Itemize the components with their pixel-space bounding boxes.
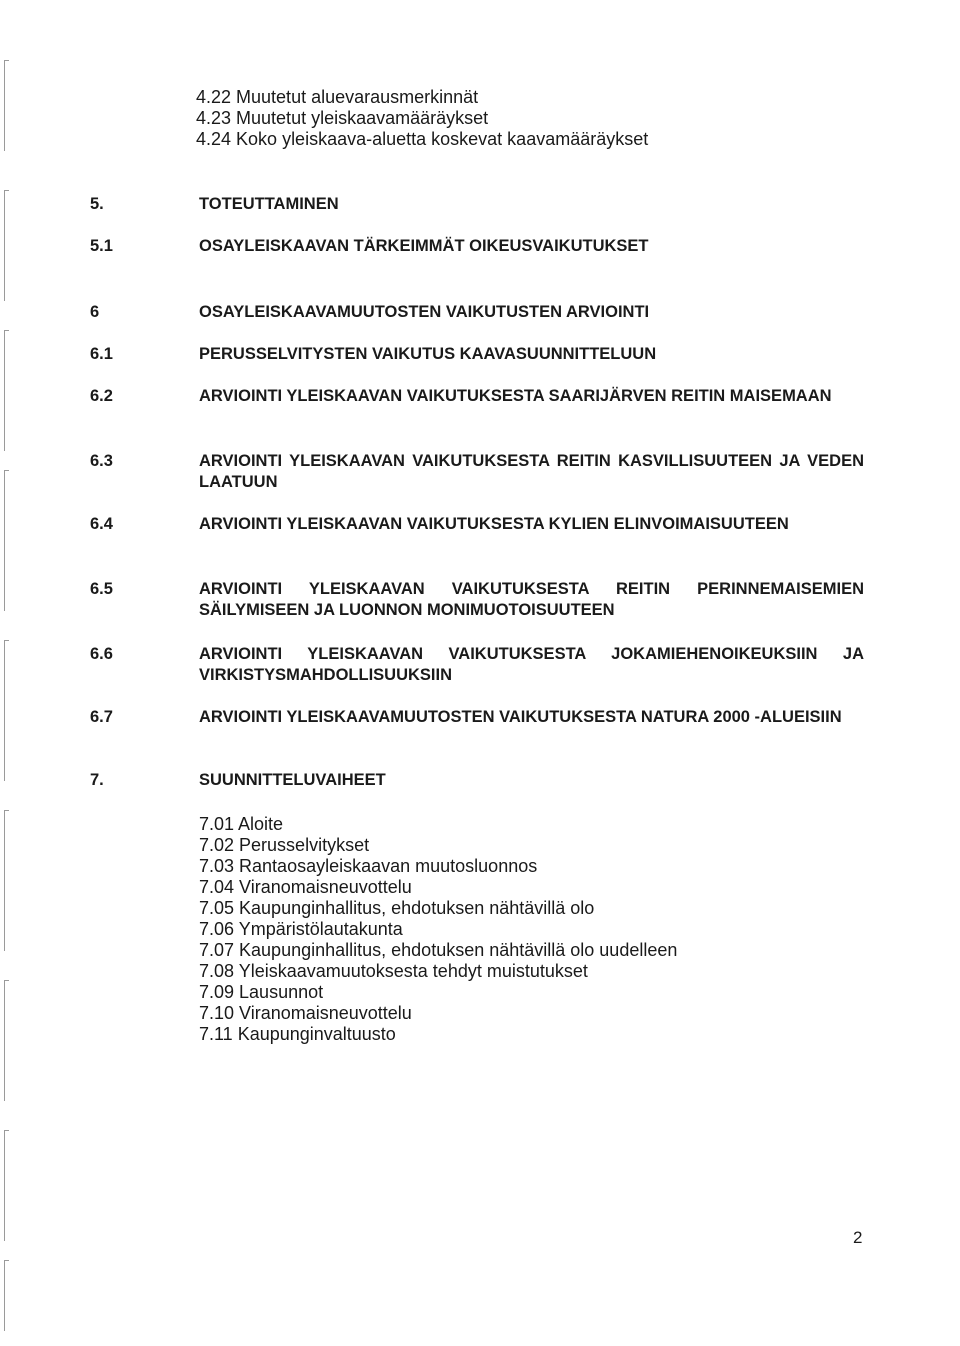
toc-heading-number: 6.7 (90, 708, 113, 726)
toc-heading-title: ARVIOINTI YLEISKAAVAN VAIKUTUKSESTA REITIN KASVILLISUUTEEN JA VEDEN LAATUUN (199, 452, 864, 491)
toc-heading-title: ARVIOINTI YLEISKAAVAN VAIKUTUKSESTA JOKAMIEHENOIKEUKSIIN JA VIRKISTYSMAHDOLLISUUKSIIN (199, 645, 864, 684)
scan-edge-mark (4, 1130, 9, 1241)
scan-edge-mark (4, 640, 9, 781)
toc-subitem: 7.06 Ympäristölautakunta (199, 919, 403, 939)
scan-edge-mark (4, 330, 9, 451)
scan-edge-mark (4, 60, 9, 151)
toc-heading-title: PERUSSELVITYSTEN VAIKUTUS KAAVASUUNNITTELUUN (199, 345, 657, 363)
toc-subitem: 7.08 Yleiskaavamuutoksesta tehdyt muistutukset (199, 961, 588, 981)
toc-heading-title: OSAYLEISKAAVAN TÄRKEIMMÄT OIKEUSVAIKUTUKSET (199, 237, 649, 255)
scan-edge-mark (4, 470, 9, 611)
toc-heading-title: ARVIOINTI YLEISKAAVAMUUTOSTEN VAIKUTUKSESTA NATURA 2000 -ALUEISIIN (199, 708, 842, 726)
toc-subitem: 7.09 Lausunnot (199, 982, 324, 1002)
toc-subitem: 4.22 Muutetut aluevarausmerkinnät (196, 87, 479, 107)
toc-subitem: 7.11 Kaupunginvaltuusto (199, 1024, 396, 1044)
toc-heading-number: 6.4 (90, 515, 113, 533)
toc-heading-title: ARVIOINTI YLEISKAAVAN VAIKUTUKSESTA SAARIJÄRVEN REITIN MAISEMAAN (199, 387, 832, 405)
toc-subitem: 7.07 Kaupunginhallitus, ehdotuksen nähtävillä olo uudelleen (199, 940, 678, 960)
toc-heading-number: 6.3 (90, 452, 113, 470)
toc-heading-number: 7. (90, 771, 104, 789)
toc-subitem: 7.02 Perusselvitykset (199, 835, 370, 855)
toc-subitem: 7.04 Viranomaisneuvottelu (199, 877, 412, 897)
toc-subitem: 4.24 Koko yleiskaava-aluetta koskevat kaavamääräykset (196, 129, 649, 149)
toc-heading-title: OSAYLEISKAAVAMUUTOSTEN VAIKUTUSTEN ARVIOINTI (199, 303, 650, 321)
toc-heading-title: SUUNNITTELUVAIHEET (199, 771, 386, 789)
toc-heading-number: 6.2 (90, 387, 113, 405)
toc-heading-number: 6.5 (90, 580, 113, 598)
page-number: 2 (853, 1228, 863, 1247)
scan-edge-mark (4, 980, 9, 1101)
toc-heading-number: 6.6 (90, 645, 113, 663)
toc-subitem: 7.05 Kaupunginhallitus, ehdotuksen nähtävillä olo (199, 898, 595, 918)
toc-heading-title: ARVIOINTI YLEISKAAVAN VAIKUTUKSESTA KYLIEN ELINVOIMAISUUTEEN (199, 515, 789, 533)
toc-subitem: 7.01 Aloite (199, 814, 284, 834)
toc-subitem: 7.03 Rantaosayleiskaavan muutosluonnos (199, 856, 538, 876)
toc-subitem: 4.23 Muutetut yleiskaavamääräykset (196, 108, 489, 128)
toc-heading-number: 6 (90, 303, 100, 321)
toc-heading-title: ARVIOINTI YLEISKAAVAN VAIKUTUKSESTA REITIN PERINNEMAISEMIEN SÄILYMISEEN JA LUONNON MONIMUOTOISUUTEEN (199, 580, 864, 619)
toc-heading-number: 6.1 (90, 345, 113, 363)
toc-heading-number: 5.1 (90, 237, 113, 255)
toc-subitem: 7.10 Viranomaisneuvottelu (199, 1003, 412, 1023)
toc-heading-number: 5. (90, 195, 104, 213)
toc-heading-title: TOTEUTTAMINEN (199, 195, 339, 213)
scan-edge-mark (4, 1260, 9, 1331)
scan-edge-mark (4, 190, 9, 301)
scan-edge-mark (4, 810, 9, 951)
